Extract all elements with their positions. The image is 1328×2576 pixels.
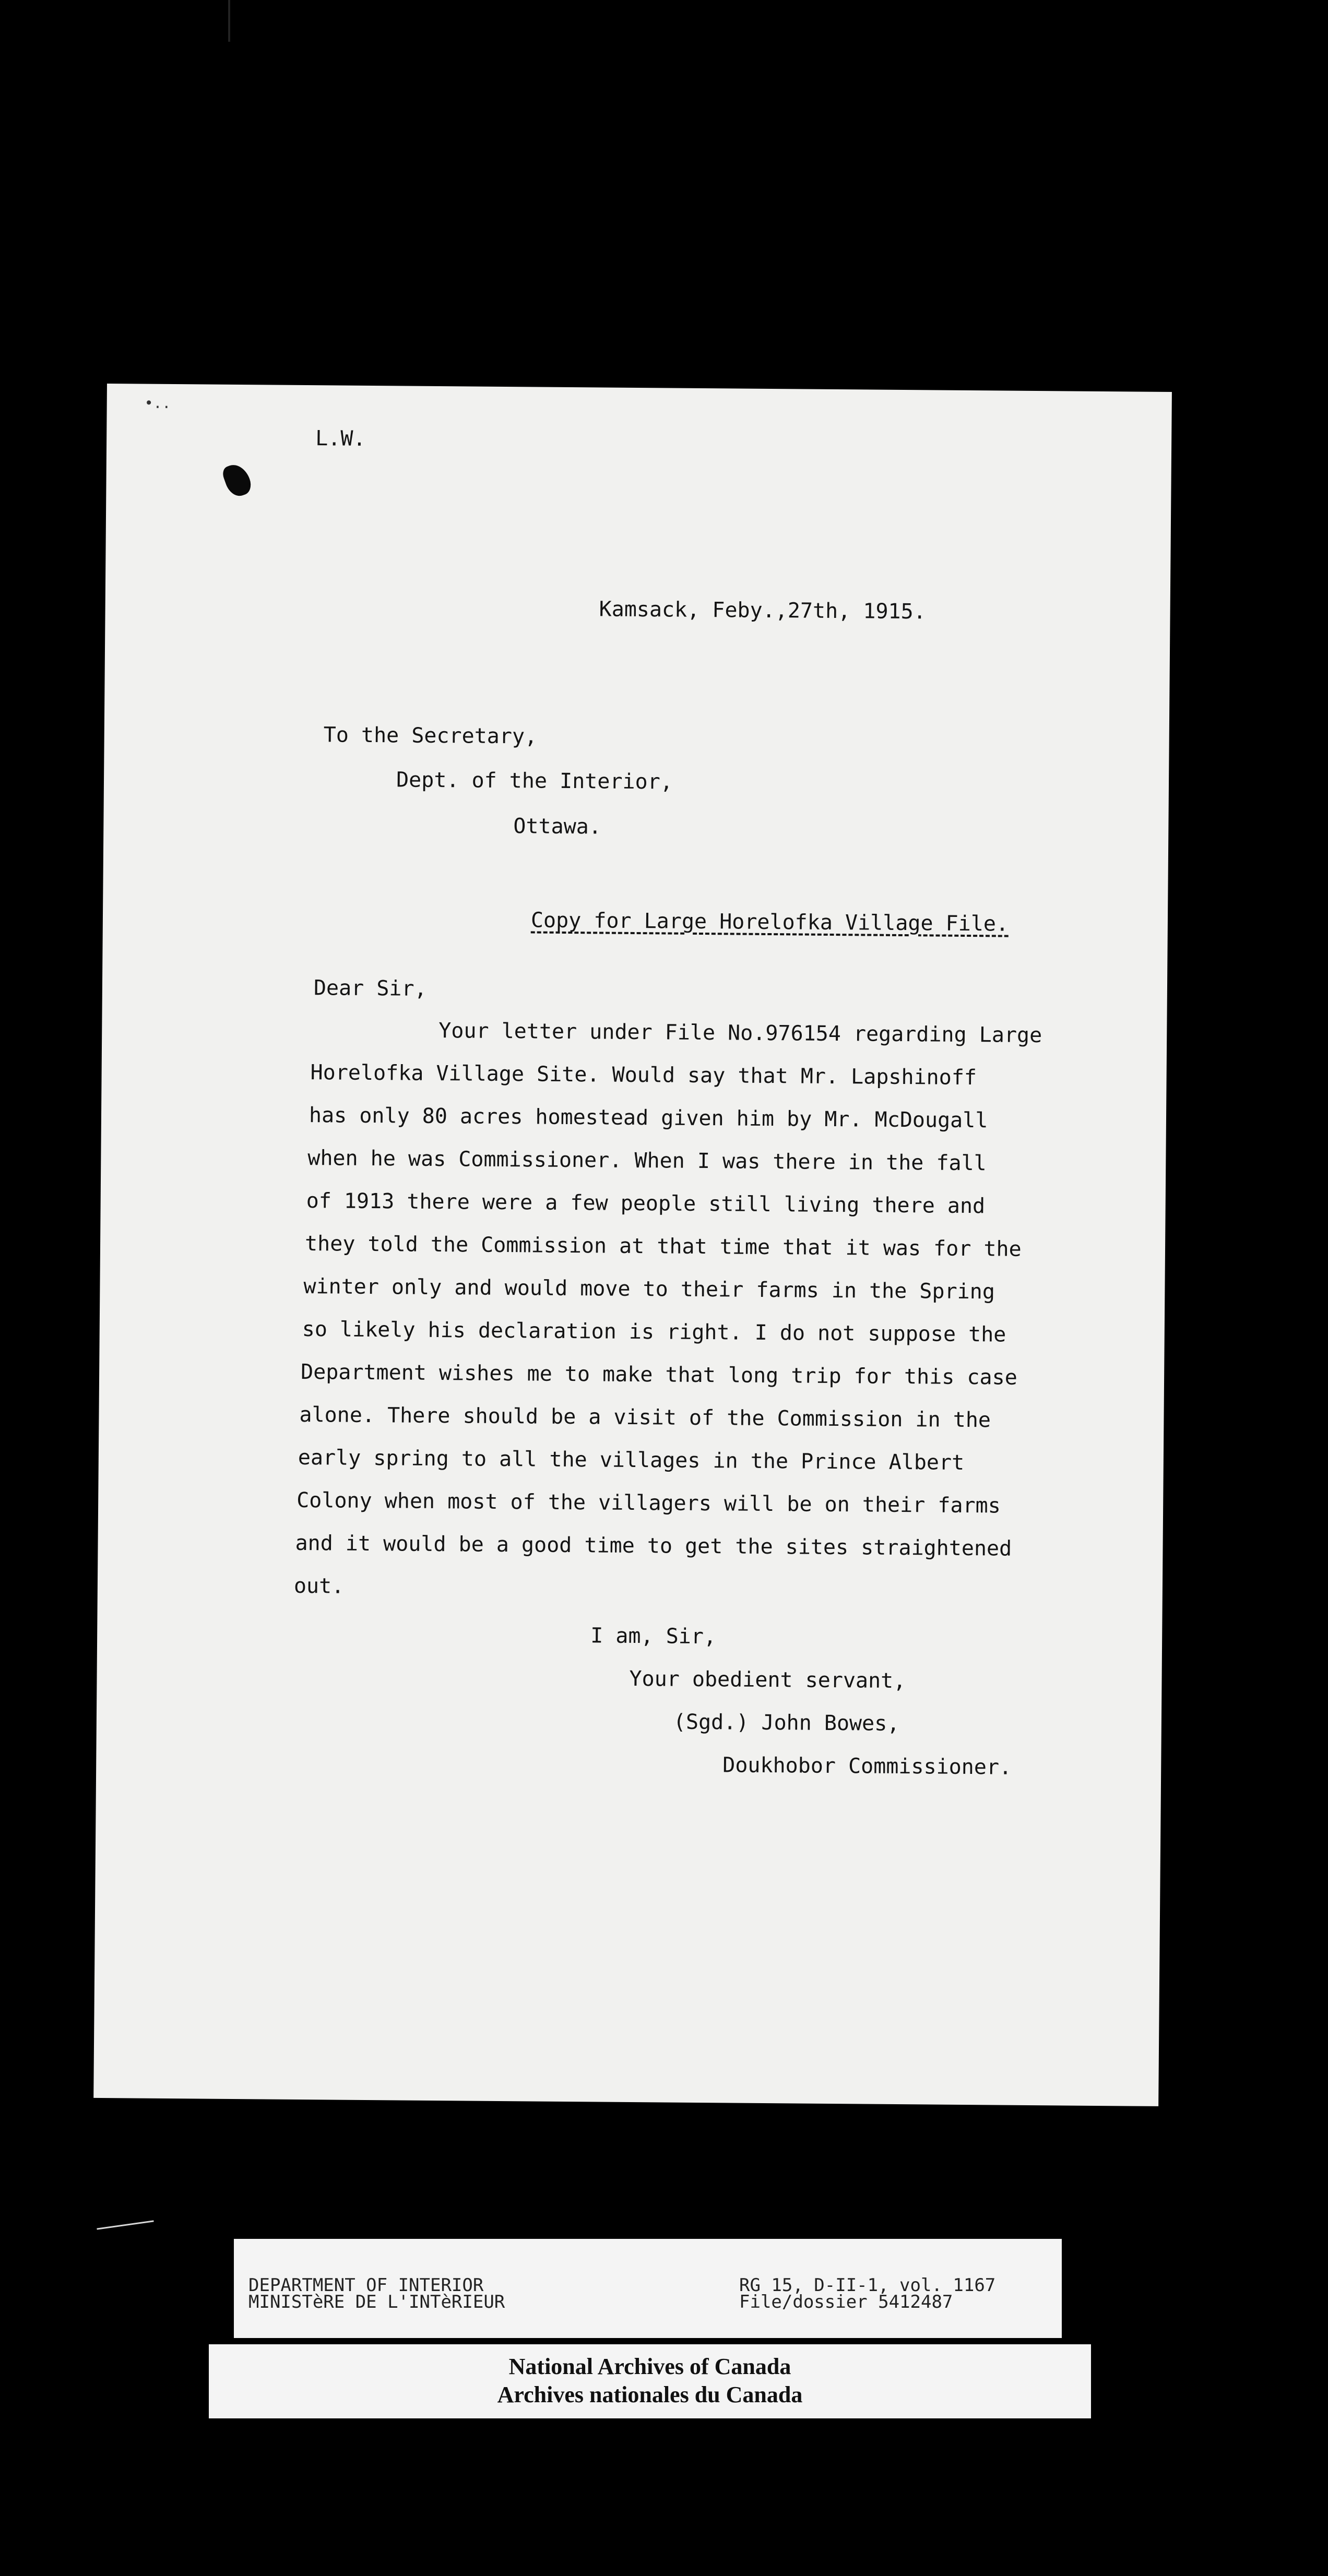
recipient-line-2: Dept. of the Interior, xyxy=(396,768,673,794)
ink-blot xyxy=(221,461,254,499)
body-line: of 1913 there were a few people still living there and xyxy=(306,1189,986,1219)
recipient-line-1: To the Secretary, xyxy=(323,723,538,749)
body-line: winter only and would move to their farms in the Spring xyxy=(303,1274,995,1304)
body-line: Department wishes me to make that long trip for this case xyxy=(300,1359,1017,1390)
body-line: early spring to all the villages in the Prince Albert xyxy=(298,1445,965,1475)
salutation: Dear Sir, xyxy=(313,976,427,1001)
recipient-line-3: Ottawa. xyxy=(513,814,602,839)
corner-mark: •.. xyxy=(144,394,171,412)
archive-reference-tag xyxy=(234,2239,1062,2338)
record-group-reference: RG 15, D-II-1, vol. 1167 xyxy=(739,2275,996,2296)
closing-line-2: Your obedient servant, xyxy=(629,1666,906,1694)
body-line: alone. There should be a visit of the Commission in the xyxy=(299,1402,991,1433)
letter-page xyxy=(93,384,1172,2106)
scan-artifact xyxy=(97,2220,153,2229)
body-line: Colony when most of the villagers will be on their farms xyxy=(297,1488,1001,1518)
body-line: Your letter under File No.976154 regarding Large xyxy=(438,1019,1042,1048)
body-line: Horelofka Village Site. Would say that Mr. Lapshinoff xyxy=(310,1060,977,1090)
body-line: they told the Commission at that time that it was for the xyxy=(304,1232,1022,1261)
archives-name-english: National Archives of Canada xyxy=(508,2354,791,2379)
subject-line: Copy for Large Horelofka Village File. xyxy=(530,908,1009,936)
body-line: so likely his declaration is right. I do not suppose the xyxy=(302,1317,1006,1347)
file-number: File/dossier 5412487 xyxy=(739,2292,953,2312)
closing-line-1: I am, Sir, xyxy=(590,1624,717,1649)
signature-line: (Sgd.) John Bowes, xyxy=(673,1710,900,1736)
date-line: Kamsack, Feby.,27th, 1915. xyxy=(599,597,926,624)
department-english: DEPARTMENT OF INTERIOR xyxy=(248,2275,484,2296)
body-line: has only 80 acres homestead given him by Mr. McDougall xyxy=(309,1103,988,1133)
body-line: when he was Commissioner. When I was there in the fall xyxy=(307,1146,987,1176)
body-line: and it would be a good time to get the sites straightened xyxy=(295,1531,1012,1561)
initials: L.W. xyxy=(315,426,366,451)
body-line: out. xyxy=(293,1573,345,1599)
archives-name-french: Archives nationales du Canada xyxy=(497,2382,803,2407)
archives-stamp xyxy=(209,2344,1091,2418)
department-french: MINISTèRE DE L'INTèRIEUR xyxy=(248,2292,505,2312)
signatory-title: Doukhobor Commissioner. xyxy=(722,1753,1012,1780)
film-edge-mark xyxy=(228,0,230,42)
